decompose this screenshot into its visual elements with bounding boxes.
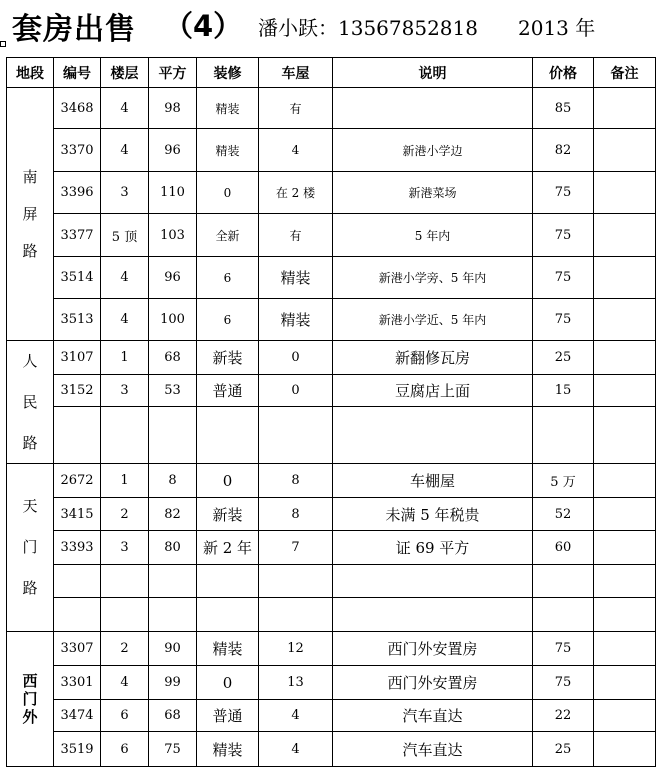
district-name bbox=[7, 464, 54, 632]
cell-id: 3307 bbox=[54, 632, 101, 666]
cell-id: 3377 bbox=[54, 214, 101, 257]
cell-floor: 5 顶 bbox=[101, 214, 149, 257]
cell-description bbox=[333, 88, 533, 129]
cell-decoration bbox=[197, 565, 259, 598]
cell-area: 82 bbox=[149, 498, 197, 531]
cell-garage: 在 2 楼 bbox=[259, 172, 333, 214]
cell-area: 8 bbox=[149, 464, 197, 498]
cell-id: 3474 bbox=[54, 700, 101, 732]
cell-decoration: 新装 bbox=[197, 498, 259, 531]
cell-floor bbox=[101, 565, 149, 598]
cell-decoration bbox=[197, 407, 259, 464]
cell-area: 110 bbox=[149, 172, 197, 214]
year-label: 2013 年 bbox=[518, 16, 596, 40]
cell-price: 82 bbox=[533, 129, 594, 172]
district-char: 民 bbox=[22, 392, 38, 411]
table-row bbox=[7, 129, 656, 172]
cell-notes bbox=[594, 88, 656, 129]
cell-description: 证 69 平方 bbox=[333, 531, 533, 565]
table-row bbox=[7, 598, 656, 632]
district-char: 外 bbox=[22, 707, 38, 726]
header-row bbox=[7, 58, 656, 88]
cell-garage: 精装 bbox=[259, 299, 333, 341]
table-row bbox=[7, 172, 656, 214]
cell-floor: 2 bbox=[101, 632, 149, 666]
cell-area: 100 bbox=[149, 299, 197, 341]
cell-price: 22 bbox=[533, 700, 594, 732]
cell-floor: 4 bbox=[101, 88, 149, 129]
cell-notes bbox=[594, 407, 656, 464]
cell-garage: 7 bbox=[259, 531, 333, 565]
cell-garage bbox=[259, 407, 333, 464]
table-row bbox=[7, 88, 656, 129]
cell-price: 75 bbox=[533, 214, 594, 257]
cell-description: 5 年内 bbox=[333, 214, 533, 257]
table-row bbox=[7, 214, 656, 257]
cell-price bbox=[533, 407, 594, 464]
col-header-district: 地段 bbox=[7, 58, 54, 88]
cell-notes bbox=[594, 129, 656, 172]
col-header-floor: 楼层 bbox=[101, 58, 149, 88]
cell-decoration: 精装 bbox=[197, 732, 259, 767]
cell-price: 60 bbox=[533, 531, 594, 565]
cell-price bbox=[533, 565, 594, 598]
cell-price: 75 bbox=[533, 299, 594, 341]
cell-description: 汽车直达 bbox=[333, 732, 533, 767]
cell-area: 99 bbox=[149, 666, 197, 700]
cell-price: 75 bbox=[533, 666, 594, 700]
table-row bbox=[7, 666, 656, 700]
cell-description: 汽车直达 bbox=[333, 700, 533, 732]
cell-id bbox=[54, 565, 101, 598]
cell-notes bbox=[594, 341, 656, 375]
cell-price: 75 bbox=[533, 172, 594, 214]
cell-floor: 6 bbox=[101, 732, 149, 767]
district-char: 路 bbox=[22, 579, 38, 597]
cell-area bbox=[149, 407, 197, 464]
cell-garage bbox=[259, 598, 333, 632]
col-header-id: 编号 bbox=[54, 58, 101, 88]
cell-notes bbox=[594, 700, 656, 732]
listing-table bbox=[6, 57, 656, 767]
cell-garage: 0 bbox=[259, 341, 333, 375]
cell-description: 新港菜场 bbox=[333, 172, 533, 214]
cell-garage: 0 bbox=[259, 375, 333, 407]
cell-id: 3396 bbox=[54, 172, 101, 214]
cell-notes bbox=[594, 299, 656, 341]
col-header-garage: 车屋 bbox=[259, 58, 333, 88]
table-anchor-icon bbox=[0, 41, 6, 47]
page-title: 套房出售 bbox=[12, 12, 136, 47]
cell-area: 98 bbox=[149, 88, 197, 129]
district-char: 路 bbox=[22, 433, 38, 452]
cell-description: 西门外安置房 bbox=[333, 666, 533, 700]
cell-decoration: 全新 bbox=[197, 214, 259, 257]
cell-notes bbox=[594, 214, 656, 257]
cell-area: 68 bbox=[149, 700, 197, 732]
cell-notes bbox=[594, 464, 656, 498]
cell-price bbox=[533, 598, 594, 632]
table-row bbox=[7, 498, 656, 531]
cell-floor bbox=[101, 407, 149, 464]
issue-number: （4） bbox=[164, 9, 243, 43]
cell-notes bbox=[594, 732, 656, 767]
district-char: 南 bbox=[22, 167, 38, 186]
cell-floor: 6 bbox=[101, 700, 149, 732]
cell-description: 新港小学近、5 年内 bbox=[333, 299, 533, 341]
cell-floor: 1 bbox=[101, 464, 149, 498]
cell-decoration: 新装 bbox=[197, 341, 259, 375]
cell-garage: 13 bbox=[259, 666, 333, 700]
cell-id bbox=[54, 598, 101, 632]
cell-id: 3370 bbox=[54, 129, 101, 172]
cell-decoration: 0 bbox=[197, 666, 259, 700]
table-row bbox=[7, 299, 656, 341]
col-header-notes: 备注 bbox=[594, 58, 656, 88]
col-header-description: 说明 bbox=[333, 58, 533, 88]
cell-floor bbox=[101, 598, 149, 632]
cell-notes bbox=[594, 257, 656, 299]
cell-area: 96 bbox=[149, 257, 197, 299]
cell-area: 75 bbox=[149, 732, 197, 767]
cell-id: 3152 bbox=[54, 375, 101, 407]
cell-decoration: 精装 bbox=[197, 129, 259, 172]
cell-garage bbox=[259, 565, 333, 598]
table-row bbox=[7, 407, 656, 464]
cell-decoration: 0 bbox=[197, 172, 259, 214]
cell-notes bbox=[594, 632, 656, 666]
cell-area bbox=[149, 565, 197, 598]
cell-floor: 3 bbox=[101, 172, 149, 214]
cell-floor: 4 bbox=[101, 257, 149, 299]
cell-description: 新翻修瓦房 bbox=[333, 341, 533, 375]
cell-price: 25 bbox=[533, 732, 594, 767]
cell-floor: 3 bbox=[101, 375, 149, 407]
cell-id: 3415 bbox=[54, 498, 101, 531]
cell-decoration bbox=[197, 598, 259, 632]
contact-info: 潘小跃：13567852818 bbox=[258, 16, 478, 40]
cell-id: 2672 bbox=[54, 464, 101, 498]
cell-area: 90 bbox=[149, 632, 197, 666]
cell-area: 103 bbox=[149, 214, 197, 257]
cell-id: 3514 bbox=[54, 257, 101, 299]
cell-notes bbox=[594, 375, 656, 407]
cell-notes bbox=[594, 565, 656, 598]
cell-price: 25 bbox=[533, 341, 594, 375]
cell-floor: 3 bbox=[101, 531, 149, 565]
district-char: 门 bbox=[22, 538, 38, 556]
cell-garage: 4 bbox=[259, 129, 333, 172]
cell-id: 3107 bbox=[54, 341, 101, 375]
table-row bbox=[7, 341, 656, 375]
cell-description bbox=[333, 565, 533, 598]
cell-decoration: 精装 bbox=[197, 88, 259, 129]
table-row bbox=[7, 732, 656, 767]
district-char: 路 bbox=[22, 241, 38, 260]
cell-description: 豆腐店上面 bbox=[333, 375, 533, 407]
cell-price: 5 万 bbox=[533, 464, 594, 498]
district-name bbox=[7, 341, 54, 464]
col-header-price: 价格 bbox=[533, 58, 594, 88]
col-header-decoration: 装修 bbox=[197, 58, 259, 88]
cell-area: 80 bbox=[149, 531, 197, 565]
cell-description: 新港小学边 bbox=[333, 129, 533, 172]
cell-id: 3393 bbox=[54, 531, 101, 565]
cell-id: 3468 bbox=[54, 88, 101, 129]
cell-floor: 4 bbox=[101, 299, 149, 341]
table-row bbox=[7, 565, 656, 598]
cell-area bbox=[149, 598, 197, 632]
cell-decoration: 0 bbox=[197, 464, 259, 498]
page-header bbox=[0, 0, 665, 52]
cell-price: 75 bbox=[533, 632, 594, 666]
cell-garage: 12 bbox=[259, 632, 333, 666]
col-header-area: 平方 bbox=[149, 58, 197, 88]
cell-price: 75 bbox=[533, 257, 594, 299]
cell-floor: 4 bbox=[101, 129, 149, 172]
cell-id: 3301 bbox=[54, 666, 101, 700]
cell-garage: 精装 bbox=[259, 257, 333, 299]
district-char: 天 bbox=[22, 497, 38, 515]
district-char: 人 bbox=[22, 351, 38, 370]
district-char: 门 bbox=[22, 689, 38, 708]
table-row bbox=[7, 700, 656, 732]
cell-notes bbox=[594, 498, 656, 531]
cell-decoration: 6 bbox=[197, 257, 259, 299]
cell-floor: 2 bbox=[101, 498, 149, 531]
cell-notes bbox=[594, 598, 656, 632]
cell-price: 52 bbox=[533, 498, 594, 531]
cell-description: 未满 5 年税贵 bbox=[333, 498, 533, 531]
district-char: 西 bbox=[22, 671, 38, 690]
cell-id: 3519 bbox=[54, 732, 101, 767]
cell-price: 85 bbox=[533, 88, 594, 129]
cell-floor: 1 bbox=[101, 341, 149, 375]
district-char: 屏 bbox=[22, 204, 38, 223]
cell-price: 15 bbox=[533, 375, 594, 407]
table-row bbox=[7, 464, 656, 498]
district-name bbox=[7, 632, 54, 767]
cell-description: 车棚屋 bbox=[333, 464, 533, 498]
cell-description bbox=[333, 598, 533, 632]
cell-description: 西门外安置房 bbox=[333, 632, 533, 666]
cell-decoration: 6 bbox=[197, 299, 259, 341]
table-row bbox=[7, 531, 656, 565]
cell-garage: 4 bbox=[259, 732, 333, 767]
table-row bbox=[7, 375, 656, 407]
cell-floor: 4 bbox=[101, 666, 149, 700]
cell-description bbox=[333, 407, 533, 464]
cell-decoration: 新 2 年 bbox=[197, 531, 259, 565]
table-row bbox=[7, 632, 656, 666]
cell-area: 96 bbox=[149, 129, 197, 172]
cell-garage: 有 bbox=[259, 88, 333, 129]
cell-decoration: 普通 bbox=[197, 700, 259, 732]
cell-garage: 4 bbox=[259, 700, 333, 732]
cell-garage: 8 bbox=[259, 464, 333, 498]
cell-notes bbox=[594, 172, 656, 214]
cell-decoration: 普通 bbox=[197, 375, 259, 407]
cell-id bbox=[54, 407, 101, 464]
cell-decoration: 精装 bbox=[197, 632, 259, 666]
cell-garage: 有 bbox=[259, 214, 333, 257]
cell-notes bbox=[594, 531, 656, 565]
cell-id: 3513 bbox=[54, 299, 101, 341]
cell-area: 53 bbox=[149, 375, 197, 407]
table-row bbox=[7, 257, 656, 299]
cell-area: 68 bbox=[149, 341, 197, 375]
cell-garage: 8 bbox=[259, 498, 333, 531]
district-name bbox=[7, 88, 54, 341]
cell-notes bbox=[594, 666, 656, 700]
cell-description: 新港小学旁、5 年内 bbox=[333, 257, 533, 299]
